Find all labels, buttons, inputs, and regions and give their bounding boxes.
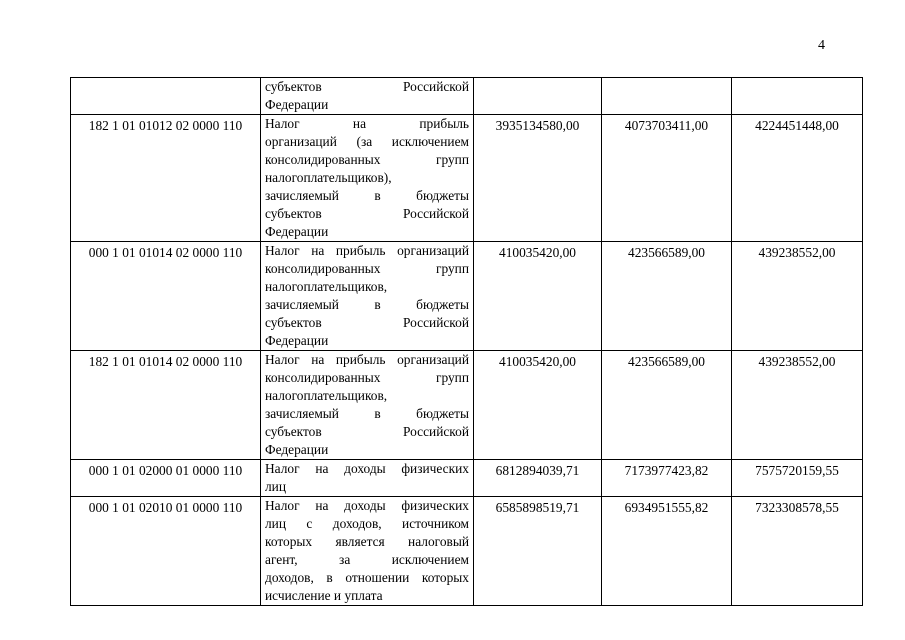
amount-year-1-cell: 410035420,00 xyxy=(474,351,602,460)
revenue-name-line: налогоплательщиков, xyxy=(265,388,388,403)
table-row xyxy=(71,242,863,351)
amount-year-3-cell: 7575720159,55 xyxy=(732,460,863,497)
revenue-name-cell xyxy=(261,242,474,351)
revenue-name-cell xyxy=(261,115,474,242)
budget-code-cell: 182 1 01 01012 02 0000 110 xyxy=(71,115,261,242)
revenue-name-line: доходов, в отношении которых xyxy=(265,570,469,585)
revenue-name-cell xyxy=(261,78,474,115)
amount-year-1-cell: 6812894039,71 xyxy=(474,460,602,497)
revenue-name-line: которых является налоговый xyxy=(265,534,469,549)
revenue-name-line: налогоплательщиков), xyxy=(265,170,392,185)
table-row xyxy=(71,497,863,606)
table-row xyxy=(71,78,863,115)
table-row xyxy=(71,351,863,460)
budget-code-cell: 000 1 01 02010 01 0000 110 xyxy=(71,497,261,606)
amount-year-3-cell: 4224451448,00 xyxy=(732,115,863,242)
table-row xyxy=(71,460,863,497)
table-row xyxy=(71,115,863,242)
revenue-name-line: субъектов Российской xyxy=(265,424,469,439)
revenue-name-line: Федерации xyxy=(265,333,329,348)
budget-code-cell: 000 1 01 02000 01 0000 110 xyxy=(71,460,261,497)
budget-code-cell: 182 1 01 01014 02 0000 110 xyxy=(71,351,261,460)
revenue-name-line: Налог на прибыль организаций xyxy=(265,352,469,367)
amount-year-2-cell: 4073703411,00 xyxy=(602,115,732,242)
table-body xyxy=(71,78,863,606)
page-number: 4 xyxy=(818,38,825,53)
budget-code-cell xyxy=(71,78,261,115)
revenue-name-line: организаций (за исключением xyxy=(265,134,469,149)
amount-year-3-cell: 7323308578,55 xyxy=(732,497,863,606)
amount-year-3-cell: 439238552,00 xyxy=(732,351,863,460)
amount-year-2-cell: 7173977423,82 xyxy=(602,460,732,497)
revenue-name-line: агент, за исключением xyxy=(265,552,469,567)
amount-year-3-cell: 439238552,00 xyxy=(732,242,863,351)
amount-year-2-cell: 423566589,00 xyxy=(602,351,732,460)
revenue-name-line: Налог на прибыль организаций xyxy=(265,243,469,258)
revenue-name-cell xyxy=(261,497,474,606)
amount-year-2-cell xyxy=(602,78,732,115)
revenue-name-line: зачисляемый в бюджеты xyxy=(265,188,469,203)
revenue-name-line: лиц с доходов, источником xyxy=(265,516,469,531)
revenue-name-line: налогоплательщиков, xyxy=(265,279,388,294)
revenue-name-line: лиц xyxy=(265,479,287,494)
amount-year-1-cell: 3935134580,00 xyxy=(474,115,602,242)
revenue-name-line: консолидированных групп xyxy=(265,261,469,276)
revenue-name-line: Налог на прибыль xyxy=(265,116,469,131)
revenue-name-line: консолидированных групп xyxy=(265,152,469,167)
revenue-name-line: Федерации xyxy=(265,97,329,112)
amount-year-1-cell: 410035420,00 xyxy=(474,242,602,351)
revenue-name-line: консолидированных групп xyxy=(265,370,469,385)
revenue-name-cell xyxy=(261,351,474,460)
amount-year-1-cell: 6585898519,71 xyxy=(474,497,602,606)
budget-code-cell: 000 1 01 01014 02 0000 110 xyxy=(71,242,261,351)
revenue-name-line: субъектов Российской xyxy=(265,315,469,330)
revenue-name-line: Налог на доходы физических xyxy=(265,461,469,476)
revenue-name-line: Федерации xyxy=(265,224,329,239)
budget-revenue-table xyxy=(70,77,863,606)
revenue-name-line: зачисляемый в бюджеты xyxy=(265,297,469,312)
revenue-name-line: субъектов Российской xyxy=(265,79,469,94)
amount-year-3-cell xyxy=(732,78,863,115)
revenue-name-line: зачисляемый в бюджеты xyxy=(265,406,469,421)
revenue-name-line: исчисление и уплата xyxy=(265,588,383,603)
revenue-name-cell xyxy=(261,460,474,497)
revenue-name-line: субъектов Российской xyxy=(265,206,469,221)
revenue-name-line: Федерации xyxy=(265,442,329,457)
amount-year-1-cell xyxy=(474,78,602,115)
amount-year-2-cell: 6934951555,82 xyxy=(602,497,732,606)
revenue-name-line: Налог на доходы физических xyxy=(265,498,469,513)
amount-year-2-cell: 423566589,00 xyxy=(602,242,732,351)
